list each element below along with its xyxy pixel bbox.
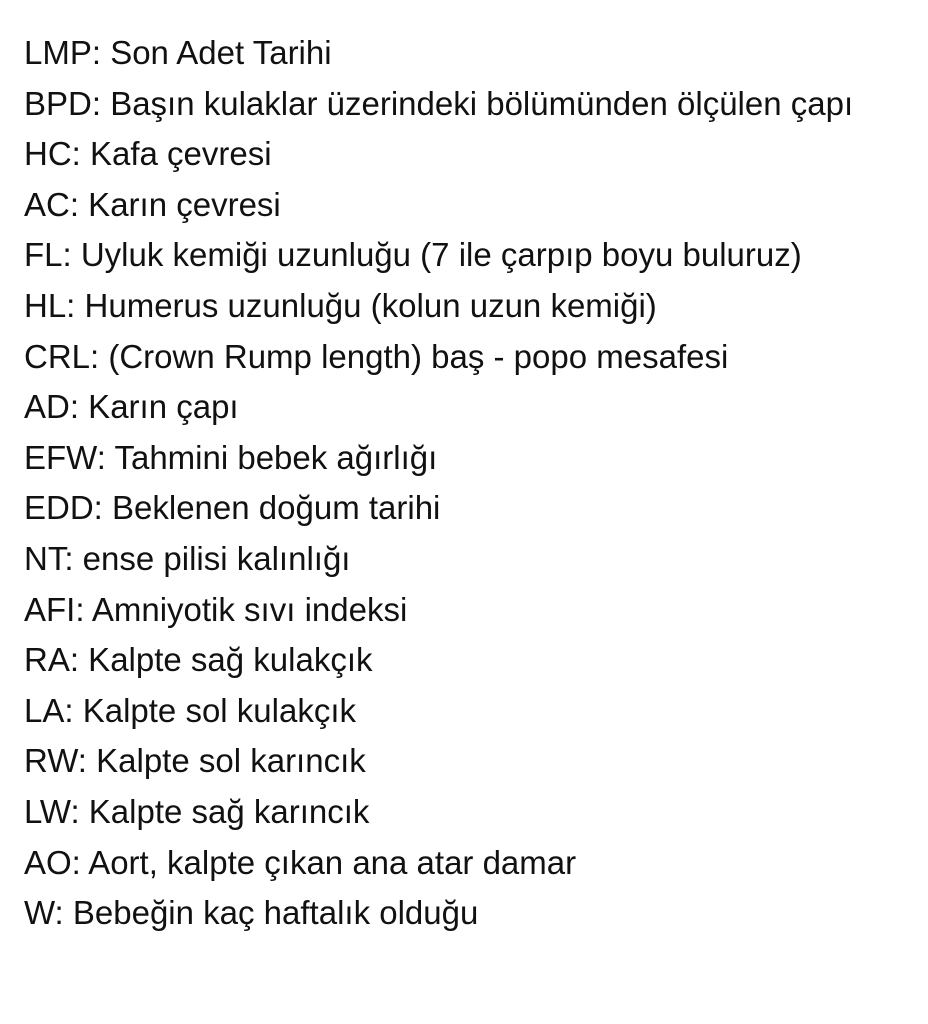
abbreviation-entry-bpd: BPD: Başın kulaklar üzerindeki bölümünden ölçülen çapı [24,84,854,122]
abbreviation-entry-efw: EFW: Tahmini bebek ağırlığı [24,438,438,476]
abbreviation-entry-nt: NT: ense pilisi kalınlığı [24,539,351,577]
abbreviation-entry-afi: AFI: Amniyotik sıvı indeksi [24,590,408,628]
abbreviation-entry-w: W: Bebeğin kaç haftalık olduğu [24,894,479,932]
abbreviation-list [24,28,904,939]
abbreviation-entry-ao: AO: Aort, kalpte çıkan ana atar damar [24,843,577,881]
abbreviation-entry-edd: EDD: Beklenen doğum tarihi [24,489,441,527]
abbreviation-entry-hl: HL: Humerus uzunluğu (kolun uzun kemiği) [24,286,657,324]
abbreviation-entry-crl: CRL: (Crown Rump length) baş - popo mesafesi [24,337,729,375]
abbreviation-entry-rw: RW: Kalpte sol karıncık [24,742,366,780]
abbreviation-entry-ra: RA: Kalpte sağ kulakçık [24,641,373,679]
abbreviation-entry-fl: FL: Uyluk kemiği uzunluğu (7 ile çarpıp boyu buluruz) [24,236,802,274]
abbreviation-entry-ac: AC: Karın çevresi [24,185,281,223]
abbreviation-entry-la: LA: Kalpte sol kulakçık [24,691,356,729]
abbreviation-entry-ad: AD: Karın çapı [24,388,239,426]
abbreviation-entry-lmp: LMP: Son Adet Tarihi [24,34,332,71]
abbreviation-entry-hc: HC: Kafa çevresi [24,135,272,173]
abbreviation-entry-lw: LW: Kalpte sağ karıncık [24,792,370,830]
